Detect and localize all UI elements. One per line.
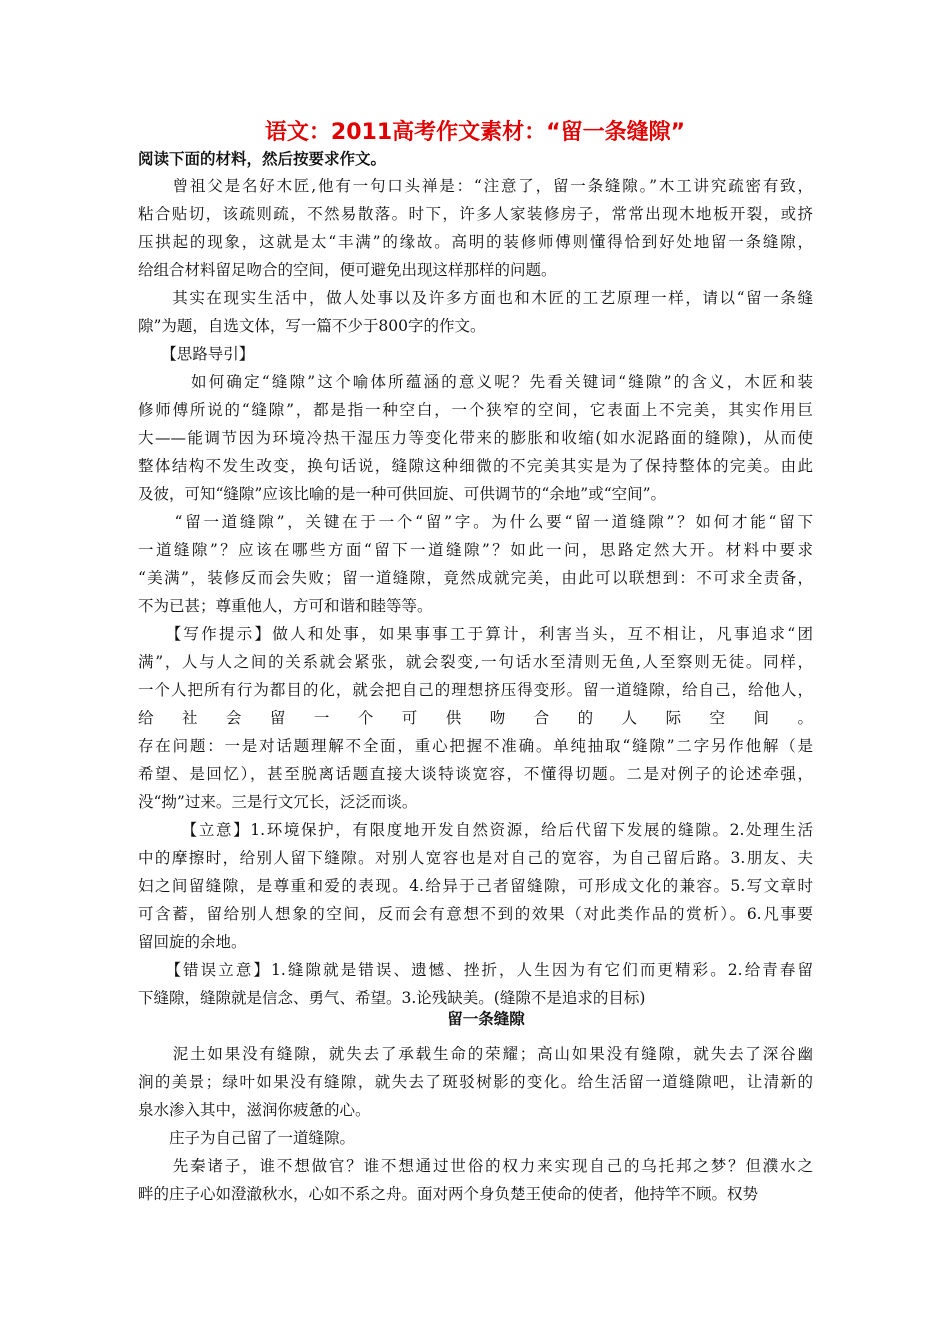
- paragraph: [138, 508, 813, 620]
- paragraph: [138, 172, 813, 284]
- text-line: 压拱起的现象，这就是太“丰满”的缘故。高明的装修师傅则懂得恰到好处地留一条缝隙，: [138, 233, 813, 251]
- text-line: 一道缝隙”？应该在哪些方面“留下一道缝隙”？如此一问，思路定然大开。材料中要求: [138, 541, 813, 559]
- document-subtitle: 阅读下面的材料，然后按要求作文。: [138, 150, 387, 168]
- text-line: 先秦诸子，谁不想做官？谁不想通过世俗的权力来实现自己的乌托邦之梦？但濮水之: [138, 1157, 813, 1175]
- text-line: 下缝隙，缝隙就是信念、勇气、希望。3.论残缺美。(缝隙不是追求的目标): [138, 989, 646, 1007]
- text-line: 如何确定“缝隙”这个喻体所蕴涵的意义呢？先看关键词“缝隙”的含义，木匠和装: [138, 373, 813, 391]
- text-line: 中的摩擦时，给别人留下缝隙。对别人宽容也是对自己的宽容，为自己留后路。3.朋友、夫: [138, 849, 813, 867]
- text-line: 大——能调节因为环境冷热干湿压力等变化带来的膨胀和收缩(如水泥路面的缝隙)，从而使: [138, 429, 813, 447]
- text-line: 妇之间留缝隙，是尊重和爱的表现。4.给异于己者留缝隙，可形成文化的兼容。5.写文章时: [138, 877, 813, 895]
- paragraph: [138, 284, 813, 340]
- text-line: 隙”为题，自选文体，写一篇不少于800字的作文。: [138, 317, 486, 335]
- essay-title: 留一条缝隙: [447, 1010, 525, 1028]
- text-line: 庄子为自己留了一道缝隙。: [138, 1129, 356, 1147]
- text-line: 希望、是回忆），甚至脱离话题直接大谈特谈宽容，不懂得切题。二是对例子的论述牵强，: [138, 765, 813, 783]
- text-line: 其实在现实生活中，做人处事以及许多方面也和木匠的工艺原理一样，请以“留一条缝: [138, 289, 813, 307]
- paragraph: [138, 340, 813, 368]
- text-line: 修师傅所说的“缝隙”，都是指一种空白，一个狭窄的空间，它表面上不完美，其实作用巨: [138, 401, 813, 419]
- text-line: 给组合材料留足吻合的空间，便可避免出现这样那样的问题。: [138, 261, 557, 279]
- text-line: “留一道缝隙”，关键在于一个“留”字。为什么要“留一道缝隙”？如何才能“留下: [138, 513, 813, 531]
- paragraph: [138, 1040, 813, 1124]
- text-line: 一个人把所有行为都目的化，就会把自己的理想挤压得变形。留一道缝隙，给自己，给他人，: [138, 681, 813, 699]
- paragraph: [138, 1152, 813, 1208]
- text-line: 给社会留一个可供吻合的人际空间。: [138, 709, 813, 727]
- text-line: 曾祖父是名好木匠,他有一句口头禅是：“注意了，留一条缝隙。”木工讲究疏密有致，: [138, 177, 813, 195]
- paragraph: [138, 620, 813, 816]
- paragraph: [138, 816, 813, 956]
- text-line: 粘合贴切，该疏则疏，不然易散落。时下，许多人家装修房子，常常出现木地板开裂，或挤: [138, 205, 813, 223]
- document-title: 语文：2011高考作文素材：“留一条缝隙”: [264, 120, 686, 145]
- text-line: 及彼，可知“缝隙”应该比喻的是一种可供回旋、可供调节的“余地”或“空间”。: [138, 485, 667, 503]
- text-line: 存在问题：一是对话题理解不全面，重心把握不准确。单纯抽取“缝隙”二字另作他解（是: [138, 737, 813, 755]
- text-line: 满”，人与人之间的关系就会紧张，就会裂变,一句话水至清则无鱼,人至察则无徒。同样，: [138, 653, 813, 671]
- text-line: 没“拗”过来。三是行文冗长，泛泛而谈。: [138, 793, 418, 811]
- text-line: 泥土如果没有缝隙，就失去了承载生命的荣耀；高山如果没有缝隙，就失去了深谷幽: [138, 1045, 813, 1063]
- text-line: 泉水渗入其中，滋润你疲惫的心。: [138, 1101, 371, 1119]
- text-line: 可含蓄，留给别人想象的空间，反而会有意想不到的效果（对此类作品的赏析）。6.凡事要: [138, 905, 813, 923]
- text-line: “美满”，装修反而会失败；留一道缝隙，竟然成就完美，由此可以联想到：不可求全责备，: [138, 569, 813, 587]
- paragraph: [138, 368, 813, 508]
- paragraph: [138, 956, 813, 1012]
- text-line: 【思路导引】: [138, 345, 255, 363]
- text-line: 畔的庄子心如澄澈秋水，心如不系之舟。面对两个身负楚王使命的使者，他持竿不顾。权势: [138, 1185, 759, 1203]
- text-line: 整体结构不发生改变，换句话说，缝隙这种细微的不完美其实是为了保持整体的完美。由此: [138, 457, 813, 475]
- text-line: 【写作提示】做人和处事，如果事事工于算计，利害当头，互不相让，凡事追求“团: [138, 625, 813, 643]
- text-line: 不为已甚；尊重他人，方可和谐和睦等等。: [138, 597, 433, 615]
- text-line: 涧的美景；绿叶如果没有缝隙，就失去了斑驳树影的变化。给生活留一道缝隙吧，让清新的: [138, 1073, 813, 1091]
- text-line: 【立意】1.环境保护，有限度地开发自然资源，给后代留下发展的缝隙。2.处理生活: [138, 821, 813, 839]
- text-line: 留回旋的余地。: [138, 933, 247, 951]
- paragraph: [138, 1124, 813, 1152]
- text-line: 【错误立意】1.缝隙就是错误、遗憾、挫折，人生因为有它们而更精彩。2.给青春留: [138, 961, 813, 979]
